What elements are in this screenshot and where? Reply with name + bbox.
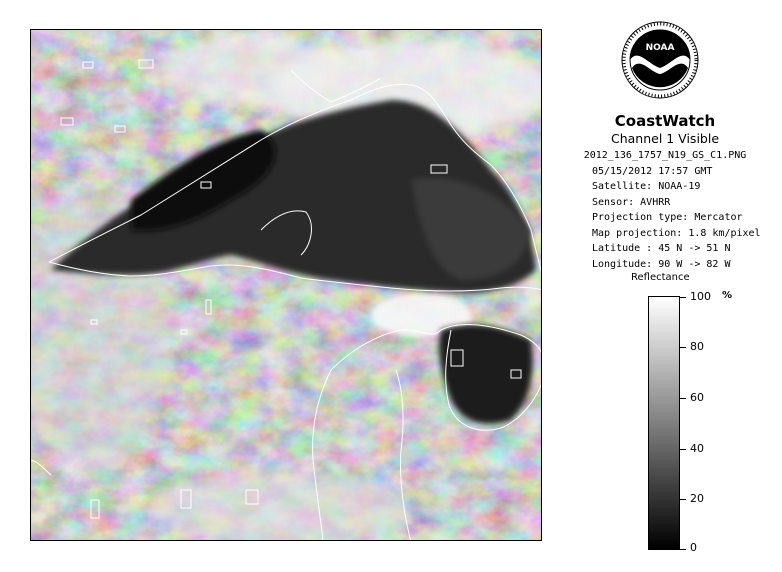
scale-tick	[680, 449, 686, 450]
projection-type: Projection type: Mercator	[592, 212, 743, 223]
satellite-image-drawing	[31, 30, 542, 541]
acquisition-datetime: 05/15/2012 17:57 GMT	[592, 165, 713, 177]
sensor-info: Sensor: AVHRR	[592, 196, 671, 208]
scale-unit: %	[722, 290, 733, 301]
scale-tick	[680, 499, 686, 500]
scale-tick-label: 20	[690, 492, 704, 505]
noaa-logo-drawing	[620, 18, 700, 106]
scale-tick	[680, 549, 686, 550]
channel-subtitle: Channel 1 Visible	[610, 131, 720, 146]
scale-tick	[680, 398, 686, 399]
noaa-logo	[620, 18, 700, 106]
satellite-info: Satellite: NOAA-19	[592, 181, 701, 192]
scale-tick-label: 40	[690, 442, 704, 455]
longitude-range: Longitude: 90 W -> 82 W	[592, 258, 731, 270]
noaa-logo-text: NOAA	[645, 43, 675, 53]
product-title: CoastWatch	[614, 112, 716, 130]
scale-tick	[680, 297, 686, 298]
scale-tick-label: 60	[690, 391, 704, 404]
scale-tick-label: 0	[690, 541, 697, 554]
satellite-image	[30, 29, 542, 541]
metadata-panel	[560, 112, 770, 272]
map-projection: Map projection: 1.8 km/pixel	[592, 227, 761, 239]
latitude-range: Latitude : 45 N -> 51 N	[592, 243, 731, 254]
scale-tick-label: 100	[690, 290, 711, 303]
cloud-band	[161, 35, 341, 105]
reflectance-colorbar	[648, 296, 680, 550]
scale-tick-label: 80	[690, 340, 704, 353]
file-name: 2012_136_1757_N19_GS_C1.PNG	[583, 150, 747, 161]
scale-label: Reflectance	[631, 272, 690, 283]
scale-tick	[680, 347, 686, 348]
